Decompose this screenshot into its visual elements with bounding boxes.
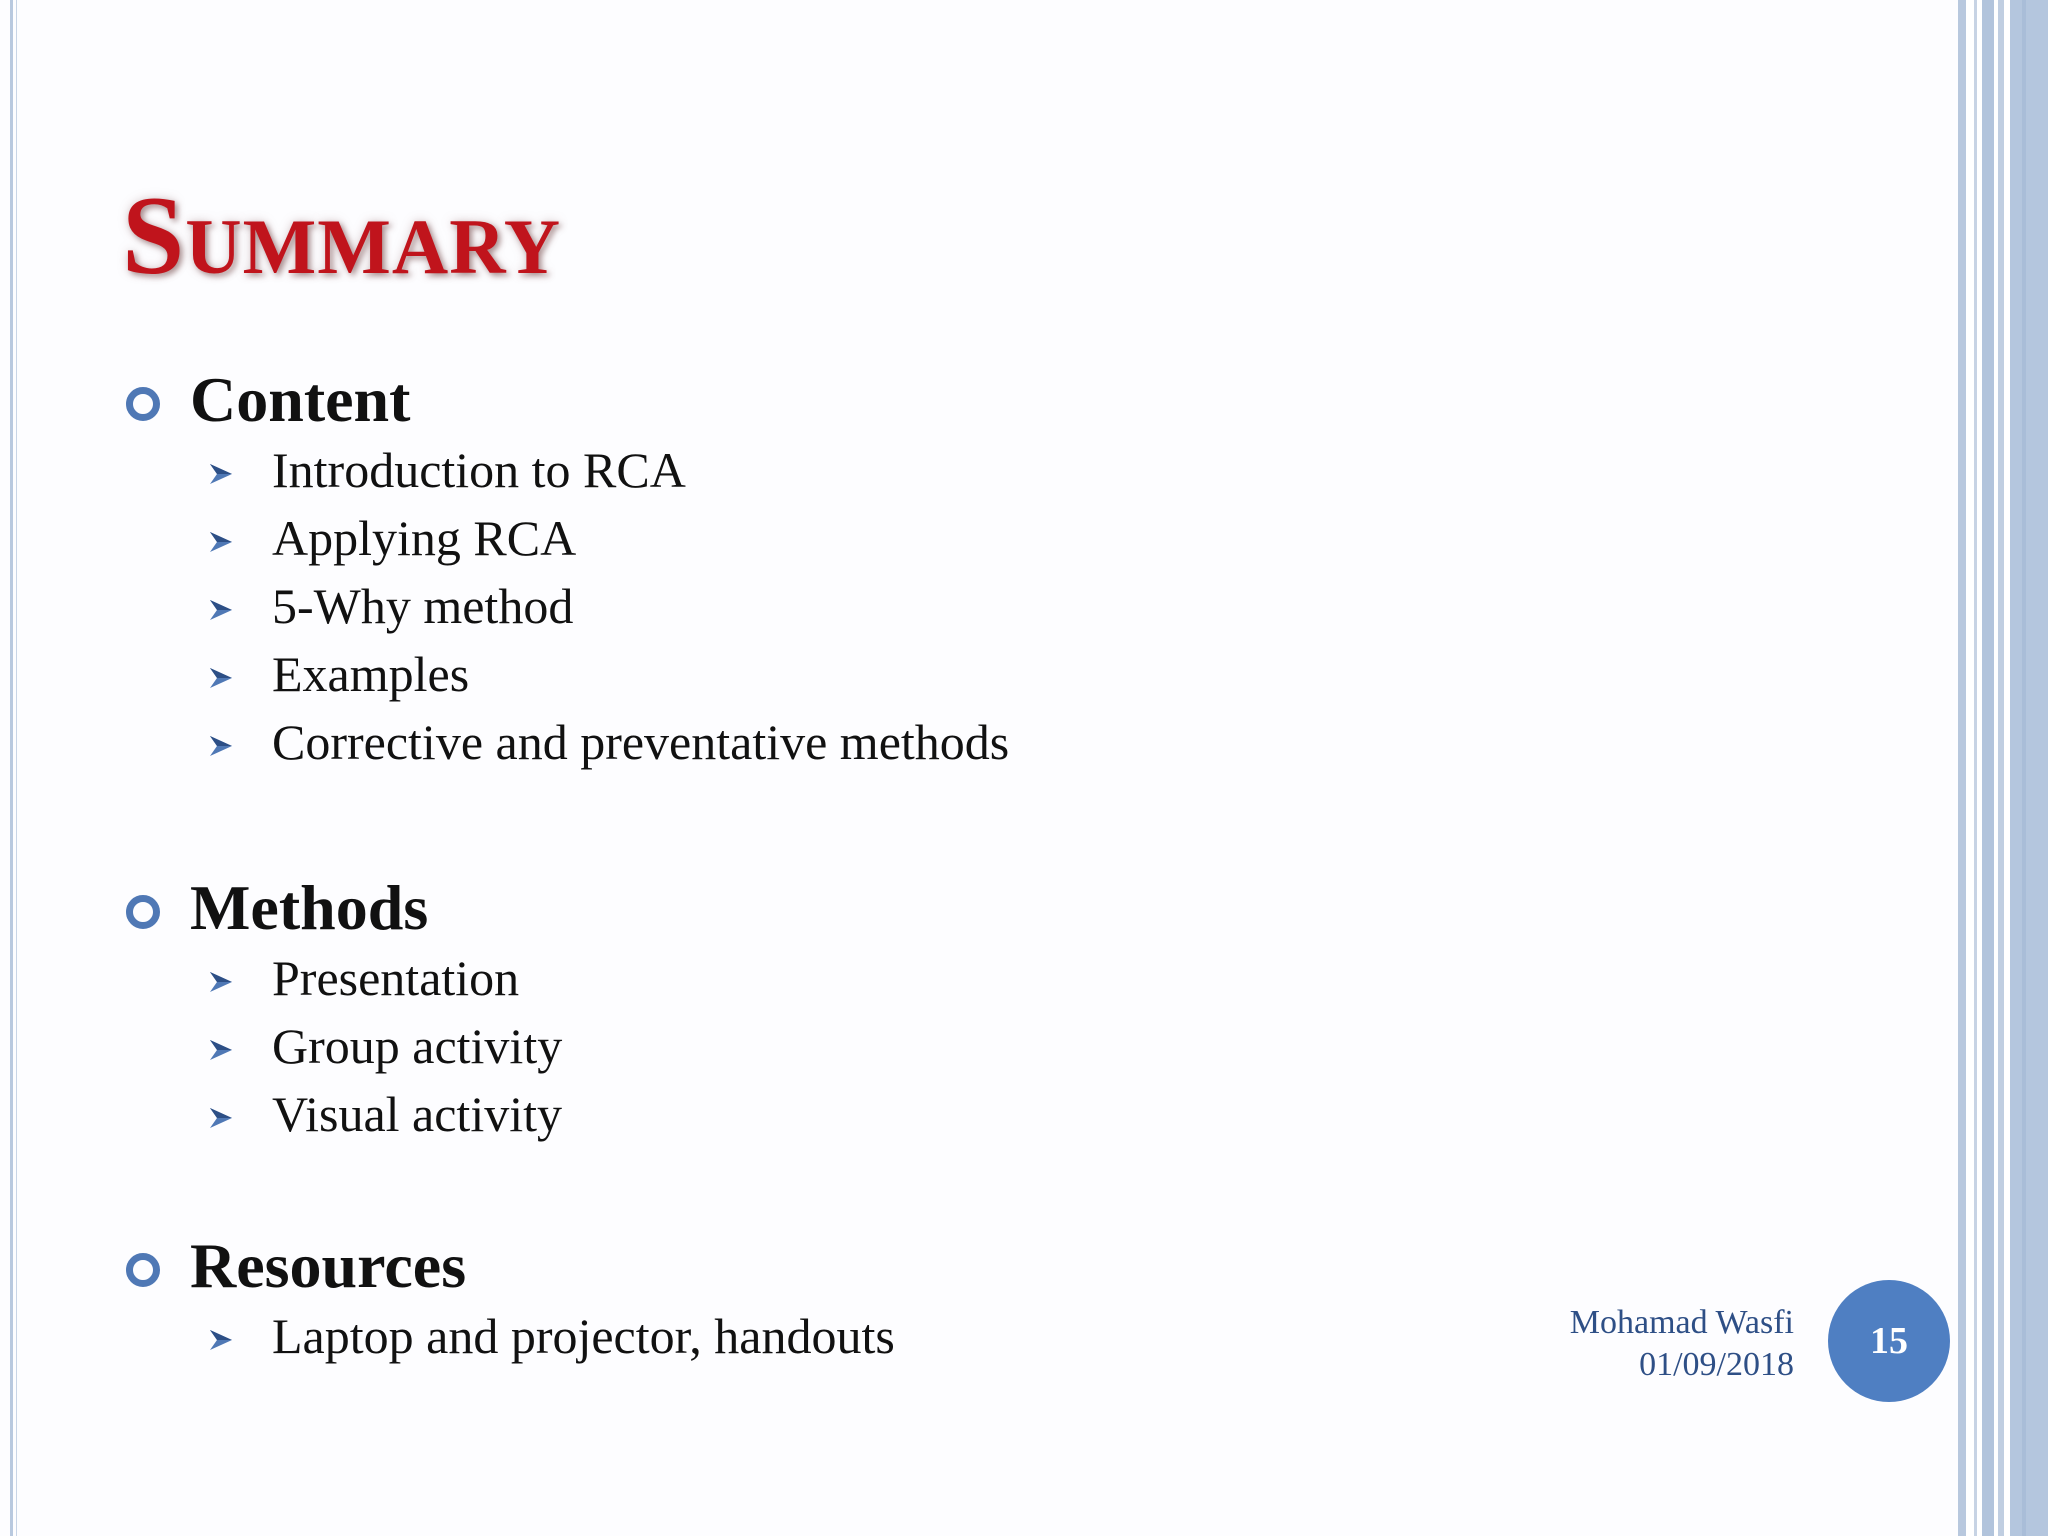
arrow-bullet-icon xyxy=(208,1105,234,1131)
section-content xyxy=(126,364,1426,776)
list-item xyxy=(126,708,1426,776)
slide-title: Summary xyxy=(122,174,562,298)
footer-date: 01/09/2018 xyxy=(1639,1346,1794,1383)
section-heading: Resources xyxy=(190,1230,467,1301)
arrow-bullet-icon xyxy=(208,1037,234,1063)
section-header xyxy=(126,872,1426,944)
section-resources xyxy=(126,1230,1426,1370)
list-item-text: Applying RCA xyxy=(272,510,577,566)
item-list xyxy=(126,1302,1426,1370)
arrow-bullet-icon xyxy=(208,597,234,623)
list-item xyxy=(126,436,1426,504)
page-number: 15 xyxy=(1870,1320,1908,1362)
section-heading: Methods xyxy=(190,872,429,943)
list-item-text: 5-Why method xyxy=(272,578,574,634)
page-number-badge xyxy=(1828,1280,1950,1402)
arrow-bullet-icon xyxy=(208,733,234,759)
list-item xyxy=(126,572,1426,640)
arrow-bullet-icon xyxy=(208,529,234,555)
list-item xyxy=(126,944,1426,1012)
list-item-text: Presentation xyxy=(272,950,520,1006)
list-item xyxy=(126,640,1426,708)
ring-bullet-icon xyxy=(126,387,160,421)
arrow-bullet-icon xyxy=(208,969,234,995)
list-item xyxy=(126,1080,1426,1148)
list-item-text: Introduction to RCA xyxy=(272,442,686,498)
arrow-bullet-icon xyxy=(208,1327,234,1353)
right-border-stripe xyxy=(2022,0,2026,1536)
section-methods xyxy=(126,872,1426,1148)
right-border-stripe xyxy=(1958,0,1966,1536)
right-border-stripe xyxy=(1982,0,1994,1536)
section-header xyxy=(126,1230,1426,1302)
list-item-text: Visual activity xyxy=(272,1086,562,1142)
list-item xyxy=(126,1302,1426,1370)
arrow-bullet-icon xyxy=(208,461,234,487)
section-heading: Content xyxy=(190,364,411,435)
item-list xyxy=(126,944,1426,1148)
footer-text xyxy=(1570,1302,1794,1386)
item-list xyxy=(126,436,1426,776)
section-header xyxy=(126,364,1426,436)
right-border-stripe xyxy=(1974,0,1977,1536)
right-border-stripe xyxy=(1998,0,2004,1536)
footer-author: Mohamad Wasfi xyxy=(1569,1304,1794,1341)
left-border-line xyxy=(10,0,13,1536)
ring-bullet-icon xyxy=(126,1253,160,1287)
list-item xyxy=(126,1012,1426,1080)
right-border-stripe xyxy=(2010,0,2048,1536)
arrow-bullet-icon xyxy=(208,665,234,691)
left-border-line-thin xyxy=(16,0,17,1536)
list-item-text: Group activity xyxy=(272,1018,563,1074)
list-item-text: Laptop and projector, handouts xyxy=(272,1308,895,1364)
list-item-text: Corrective and preventative methods xyxy=(272,714,1010,770)
list-item-text: Examples xyxy=(272,646,470,702)
list-item xyxy=(126,504,1426,572)
ring-bullet-icon xyxy=(126,895,160,929)
